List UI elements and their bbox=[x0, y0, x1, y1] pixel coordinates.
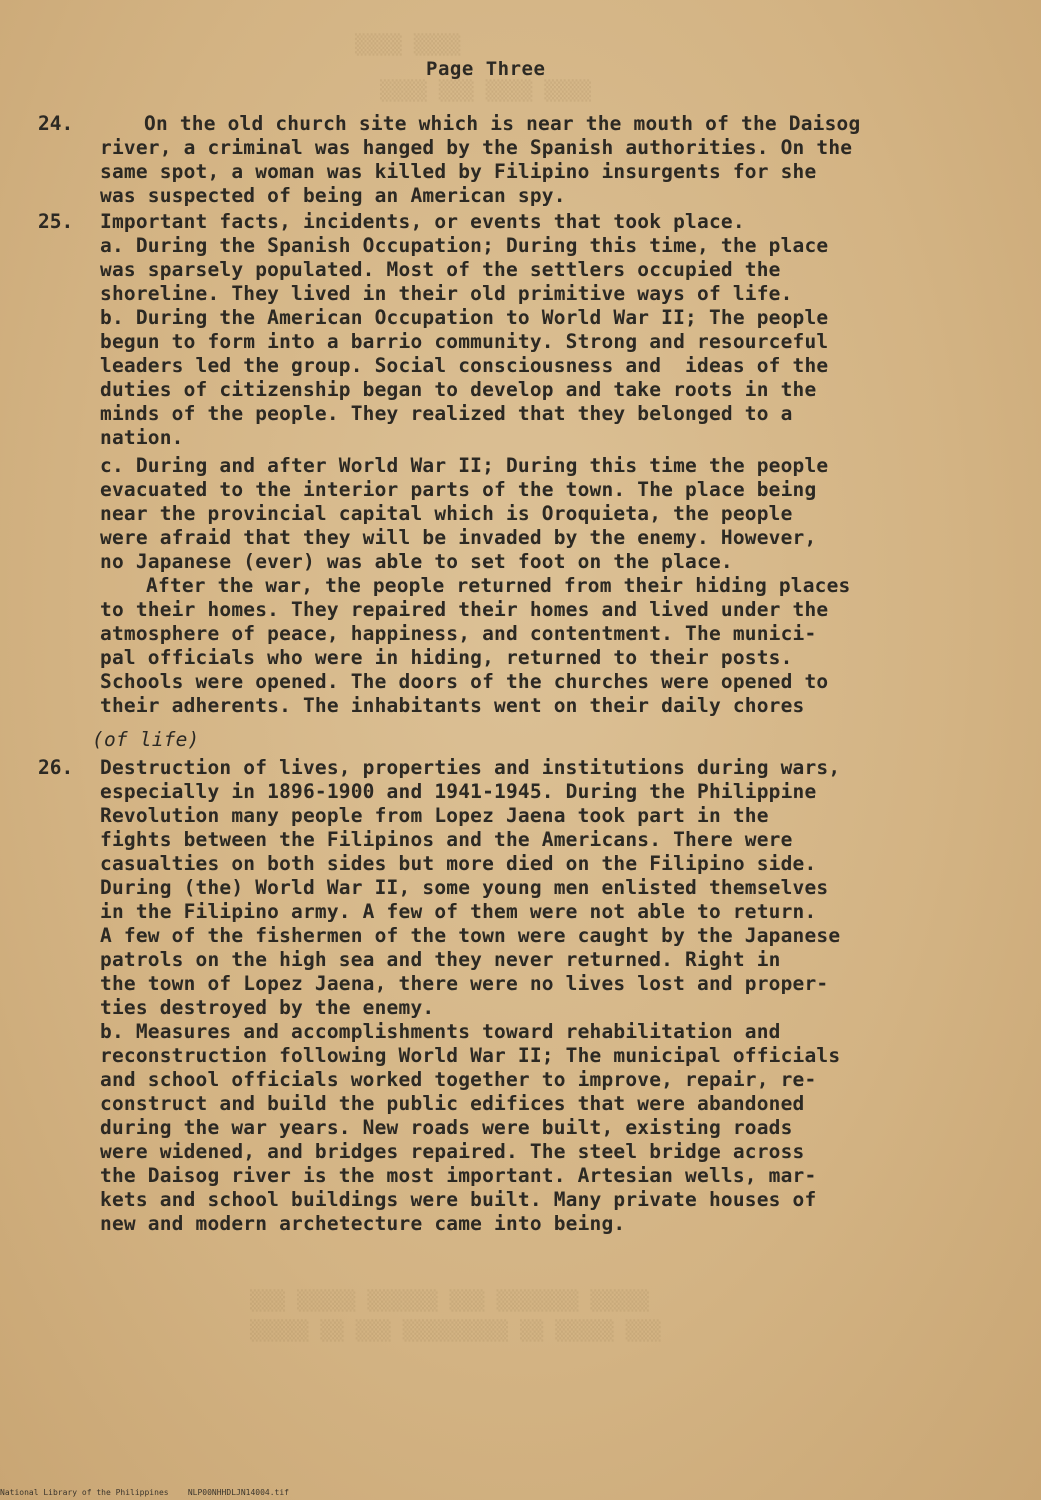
text-line: (of life) bbox=[92, 728, 200, 751]
text-line: in the Filipino army. A few of them were not able to return. bbox=[100, 900, 817, 923]
text-line: After the war, the people returned from their hiding places bbox=[146, 574, 851, 597]
text-line: no Japanese (ever) was able to set foot on the place. bbox=[100, 550, 733, 573]
text-line: shoreline. They lived in their old primitive ways of life. bbox=[100, 282, 793, 305]
text-line: Destruction of lives, properties and institutions during wars, bbox=[100, 756, 841, 779]
text-line: fights between the Filipinos and the Americans. There were bbox=[100, 828, 793, 851]
text-line: casualties on both sides but more died on the Filipino side. bbox=[100, 852, 817, 875]
text-line: were afraid that they will be invaded by the enemy. However, bbox=[100, 526, 817, 549]
text-line: kets and school buildings were built. Many private houses of bbox=[100, 1188, 817, 1211]
text-line: construct and build the public edifices that were abandoned bbox=[100, 1092, 805, 1115]
text-line: was suspected of being an American spy. bbox=[100, 184, 566, 207]
text-line: the Daisog river is the most important. Artesian wells, mar- bbox=[100, 1164, 817, 1187]
page-title: Page Three bbox=[426, 58, 546, 80]
text-line: Important facts, incidents, or events that took place. bbox=[100, 210, 745, 233]
text-line: a. During the Spanish Occupation; During this time, the place bbox=[100, 234, 829, 257]
text-line: Revolution many people from Lopez Jaena took part in the bbox=[100, 804, 769, 827]
text-line: and school officials worked together to improve, repair, re- bbox=[100, 1068, 817, 1091]
text-line: were widened, and bridges repaired. The steel bridge across bbox=[100, 1140, 805, 1163]
text-line: near the provincial capital which is Oroquieta, the people bbox=[100, 502, 793, 525]
text-line: ties destroyed by the enemy. bbox=[100, 996, 435, 1019]
text-line: to their homes. They repaired their homes and lived under the bbox=[100, 598, 829, 621]
text-line: river, a criminal was hanged by the Spanish authorities. On the bbox=[100, 136, 853, 159]
item-number-25: 25. bbox=[38, 210, 74, 233]
text-line: the town of Lopez Jaena, there were no lives lost and proper- bbox=[100, 972, 829, 995]
text-line: nation. bbox=[100, 426, 184, 449]
text-line: atmosphere of peace, happiness, and contentment. The munici- bbox=[100, 622, 817, 645]
text-line: c. During and after World War II; During this time the people bbox=[100, 454, 829, 477]
text-line: during the war years. New roads were built, existing roads bbox=[100, 1116, 793, 1139]
text-line: On the old church site which is near the mouth of the Daisog bbox=[144, 112, 861, 135]
item-number-26: 26. bbox=[38, 756, 74, 779]
text-line: During (the) World War II, some young men enlisted themselves bbox=[100, 876, 829, 899]
bleed-through-text: ▒▒▒▒ ▒▒▒ ▒▒▒▒ ▒▒▒▒ bbox=[380, 80, 592, 102]
text-line: b. Measures and accomplishments toward rehabilitation and bbox=[100, 1020, 781, 1043]
text-line: same spot, a woman was killed by Filipino insurgents for she bbox=[100, 160, 817, 183]
text-line: patrols on the high sea and they never returned. Right in bbox=[100, 948, 781, 971]
text-line: new and modern archetecture came into being. bbox=[100, 1212, 626, 1235]
text-line: their adherents. The inhabitants went on their daily chores bbox=[100, 694, 805, 717]
text-line: begun to form into a barrio community. Strong and resourceful bbox=[100, 330, 829, 353]
item-number-24: 24. bbox=[38, 112, 74, 135]
text-line: evacuated to the interior parts of the town. The place being bbox=[100, 478, 817, 501]
bleed-through-text: ▒▒▒▒▒ ▒▒ ▒▒▒ ▒▒▒▒▒▒▒▒▒ ▒▒ ▒▒▒▒▒ ▒▒▒ bbox=[250, 1320, 661, 1342]
text-line: minds of the people. They realized that they belonged to a bbox=[100, 402, 793, 425]
text-line: A few of the fishermen of the town were caught by the Japanese bbox=[100, 924, 841, 947]
bleed-through-text: ▒▒▒▒ ▒▒▒▒ bbox=[355, 34, 461, 56]
text-line: duties of citizenship began to develop and take roots in the bbox=[100, 378, 817, 401]
text-line: reconstruction following World War II; The municipal officials bbox=[100, 1044, 841, 1067]
bleed-through-text: ▒▒▒ ▒▒▒▒▒ ▒▒▒▒▒▒ ▒▒▒ ▒▒▒▒▒▒▒ ▒▒▒▒▒ bbox=[250, 1290, 650, 1312]
text-line: leaders led the group. Social consciousness and ideas of the bbox=[100, 354, 829, 377]
text-line: b. During the American Occupation to World War II; The people bbox=[100, 306, 829, 329]
text-line: pal officials who were in hiding, returned to their posts. bbox=[100, 646, 793, 669]
text-line: especially in 1896-1900 and 1941-1945. During the Philippine bbox=[100, 780, 817, 803]
archive-footer: National Library of the Philippines NLP00NHHDLJN14004.tif bbox=[0, 1488, 289, 1497]
text-line: was sparsely populated. Most of the settlers occupied the bbox=[100, 258, 781, 281]
text-line: Schools were opened. The doors of the churches were opened to bbox=[100, 670, 829, 693]
